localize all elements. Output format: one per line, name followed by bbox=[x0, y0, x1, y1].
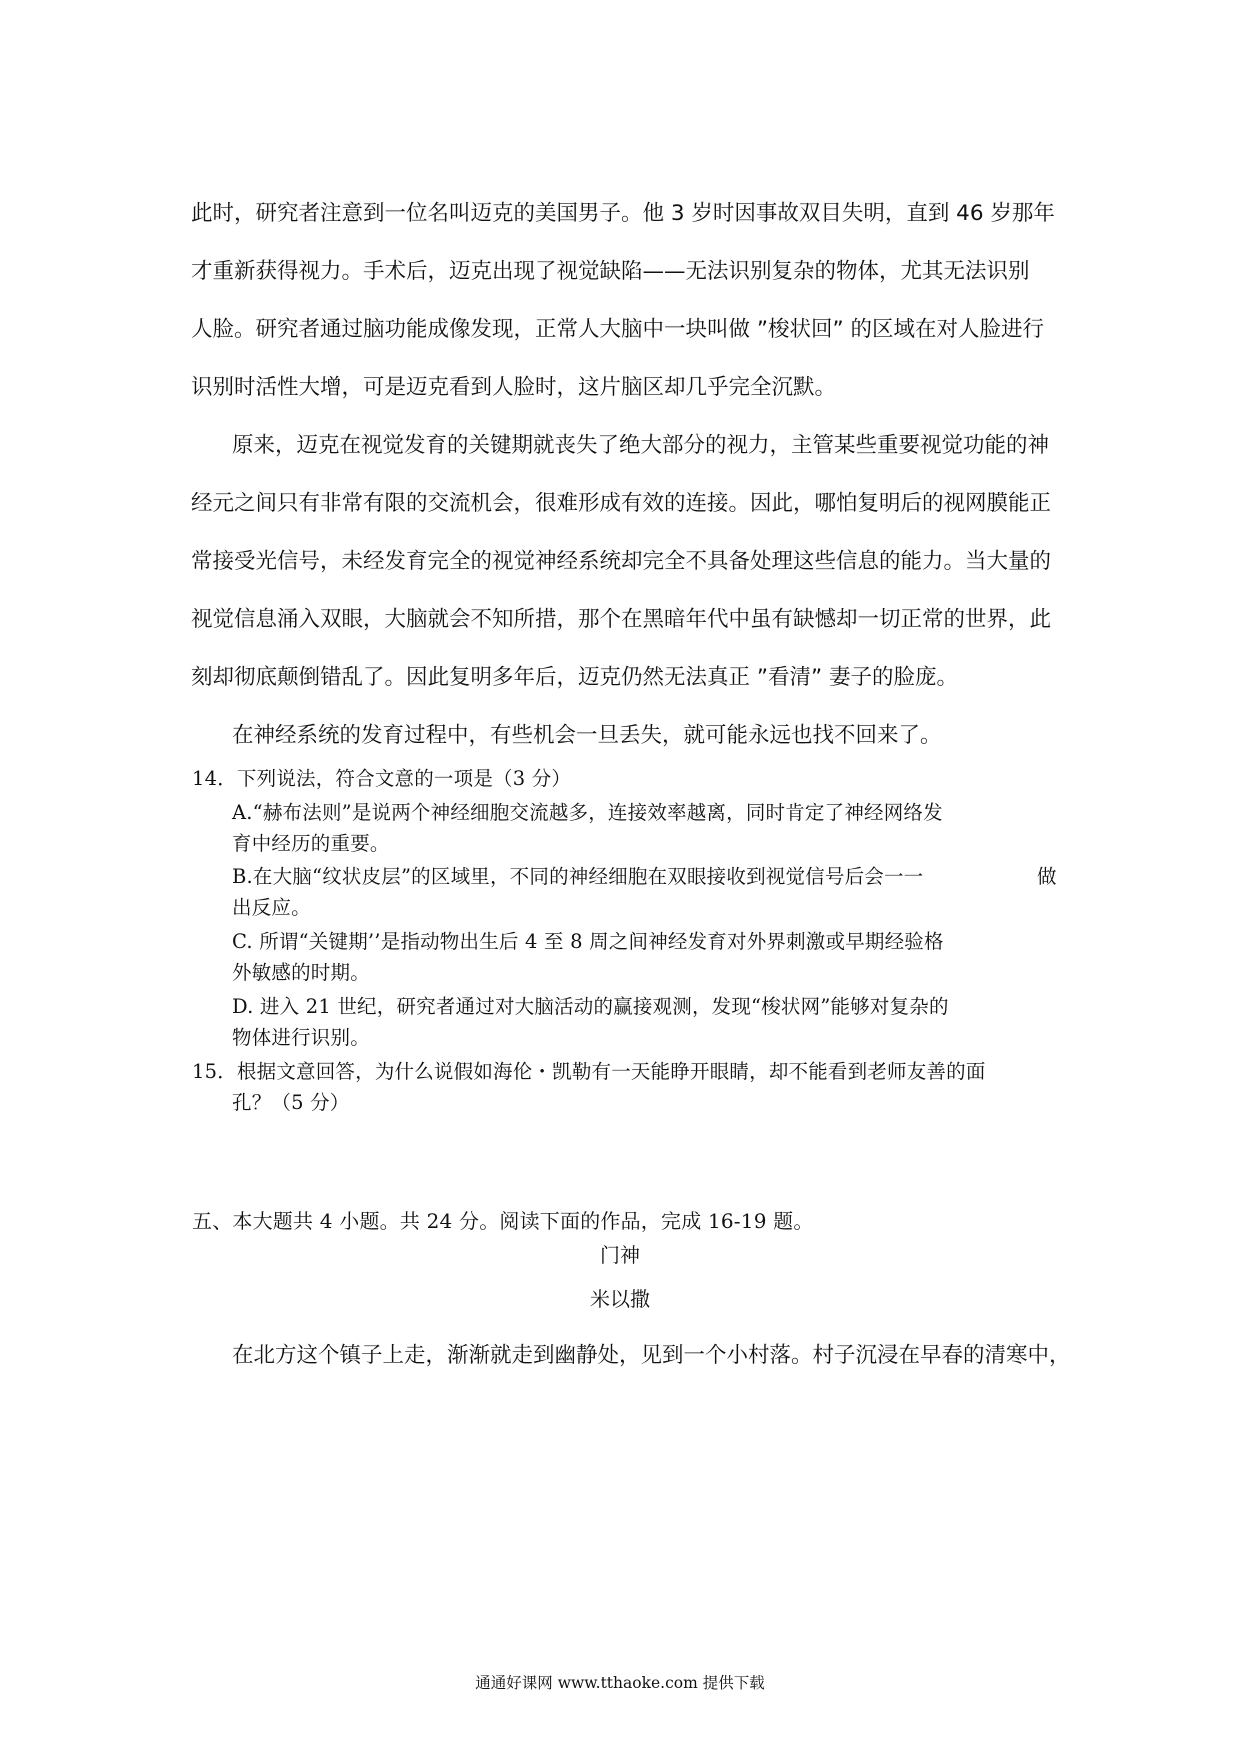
paragraph-line: 常接受光信号，未经发育完全的视觉神经系统却完全不具备处理这些信息的能力。当大量的 bbox=[191, 549, 1052, 574]
option-line-tail: 做 bbox=[1037, 865, 1057, 888]
option-line: 出反应。 bbox=[232, 896, 311, 919]
paragraph-line: 视觉信息涌入双眼，大脑就会不知所措，那个在黑暗年代中虽有缺憾却一切正常的世界，此 bbox=[191, 607, 1052, 632]
option-line: A.“赫布法则”是说两个神经细胞交流越多，连接效率越离，同时肯定了神经网络发 bbox=[232, 801, 943, 824]
article-author: 米以撒 bbox=[590, 1287, 650, 1311]
option-line: D. 进入 21 世纪，研究者通过对大脑活动的赢接观测，发现“梭状网”能够对复杂的 bbox=[232, 995, 949, 1018]
section-heading: 五、本大题共 4 小题。共 24 分。阅读下面的作品，完成 16-19 题。 bbox=[192, 1209, 814, 1233]
option-line: C. 所谓“关键期’’是指动物出生后 4 至 8 周之间神经发育对外界刺激或早期经验格 bbox=[232, 930, 944, 953]
article-first-line: 在北方这个镇子上走，渐渐就走到幽静处，见到一个小村落。村子沉浸在早春的清寒中， bbox=[232, 1343, 1071, 1368]
paragraph-line: 经元之间只有非常有限的交流机会，很难形成有效的连接。因此，哪怕复明后的视网膜能正 bbox=[191, 491, 1052, 516]
paragraph-line: 识别时活性大增，可是迈克看到人脸时，这片脑区却几乎完全沉默。 bbox=[191, 375, 837, 400]
paragraph-line: 在神经系统的发育过程中，有些机会一旦丢失，就可能永远也找不回来了。 bbox=[232, 723, 942, 748]
paragraph-line: 人脸。研究者通过脑功能成像发现，正常人大脑中一块叫做 ”梭状回” 的区域在对人脸进行 bbox=[191, 317, 1044, 342]
page-footer: 通通好课网 www.tthaoke.com 提供下载 bbox=[475, 1674, 765, 1692]
paragraph-line: 原来，迈克在视觉发育的关键期就丧失了绝大部分的视力，主管某些重要视觉功能的神 bbox=[232, 433, 1050, 458]
option-line: 育中经历的重要。 bbox=[232, 832, 390, 855]
option-line: B.在大脑“纹状皮层”的区域里，不同的神经细胞在双眼接收到视觉信号后会一一 bbox=[232, 865, 924, 888]
paragraph-line: 此时，研究者注意到一位名叫迈克的美国男子。他 3 岁时因事故双目失明，直到 46 岁那年 bbox=[191, 201, 1055, 226]
option-line: 物体进行识别。 bbox=[232, 1026, 370, 1049]
paragraph-line: 才重新获得视力。手术后，迈克出现了视觉缺陷——无法识别复杂的物体，尤其无法识别 bbox=[191, 259, 1030, 284]
question-stem: 14．下列说法，符合文意的一项是（3 分） bbox=[192, 767, 572, 790]
question-line: 15．根据文意回答，为什么说假如海伦・凯勒有一天能睁开眼睛，却不能看到老师友善的面 bbox=[192, 1060, 986, 1083]
question-line: 孔？（5 分） bbox=[232, 1091, 350, 1114]
paragraph-line: 刻却彻底颠倒错乱了。因此复明多年后，迈克仍然无法真正 ”看清” 妻子的脸庞。 bbox=[191, 665, 958, 690]
option-line: 外敏感的时期。 bbox=[232, 961, 370, 984]
article-title: 门神 bbox=[600, 1243, 640, 1267]
